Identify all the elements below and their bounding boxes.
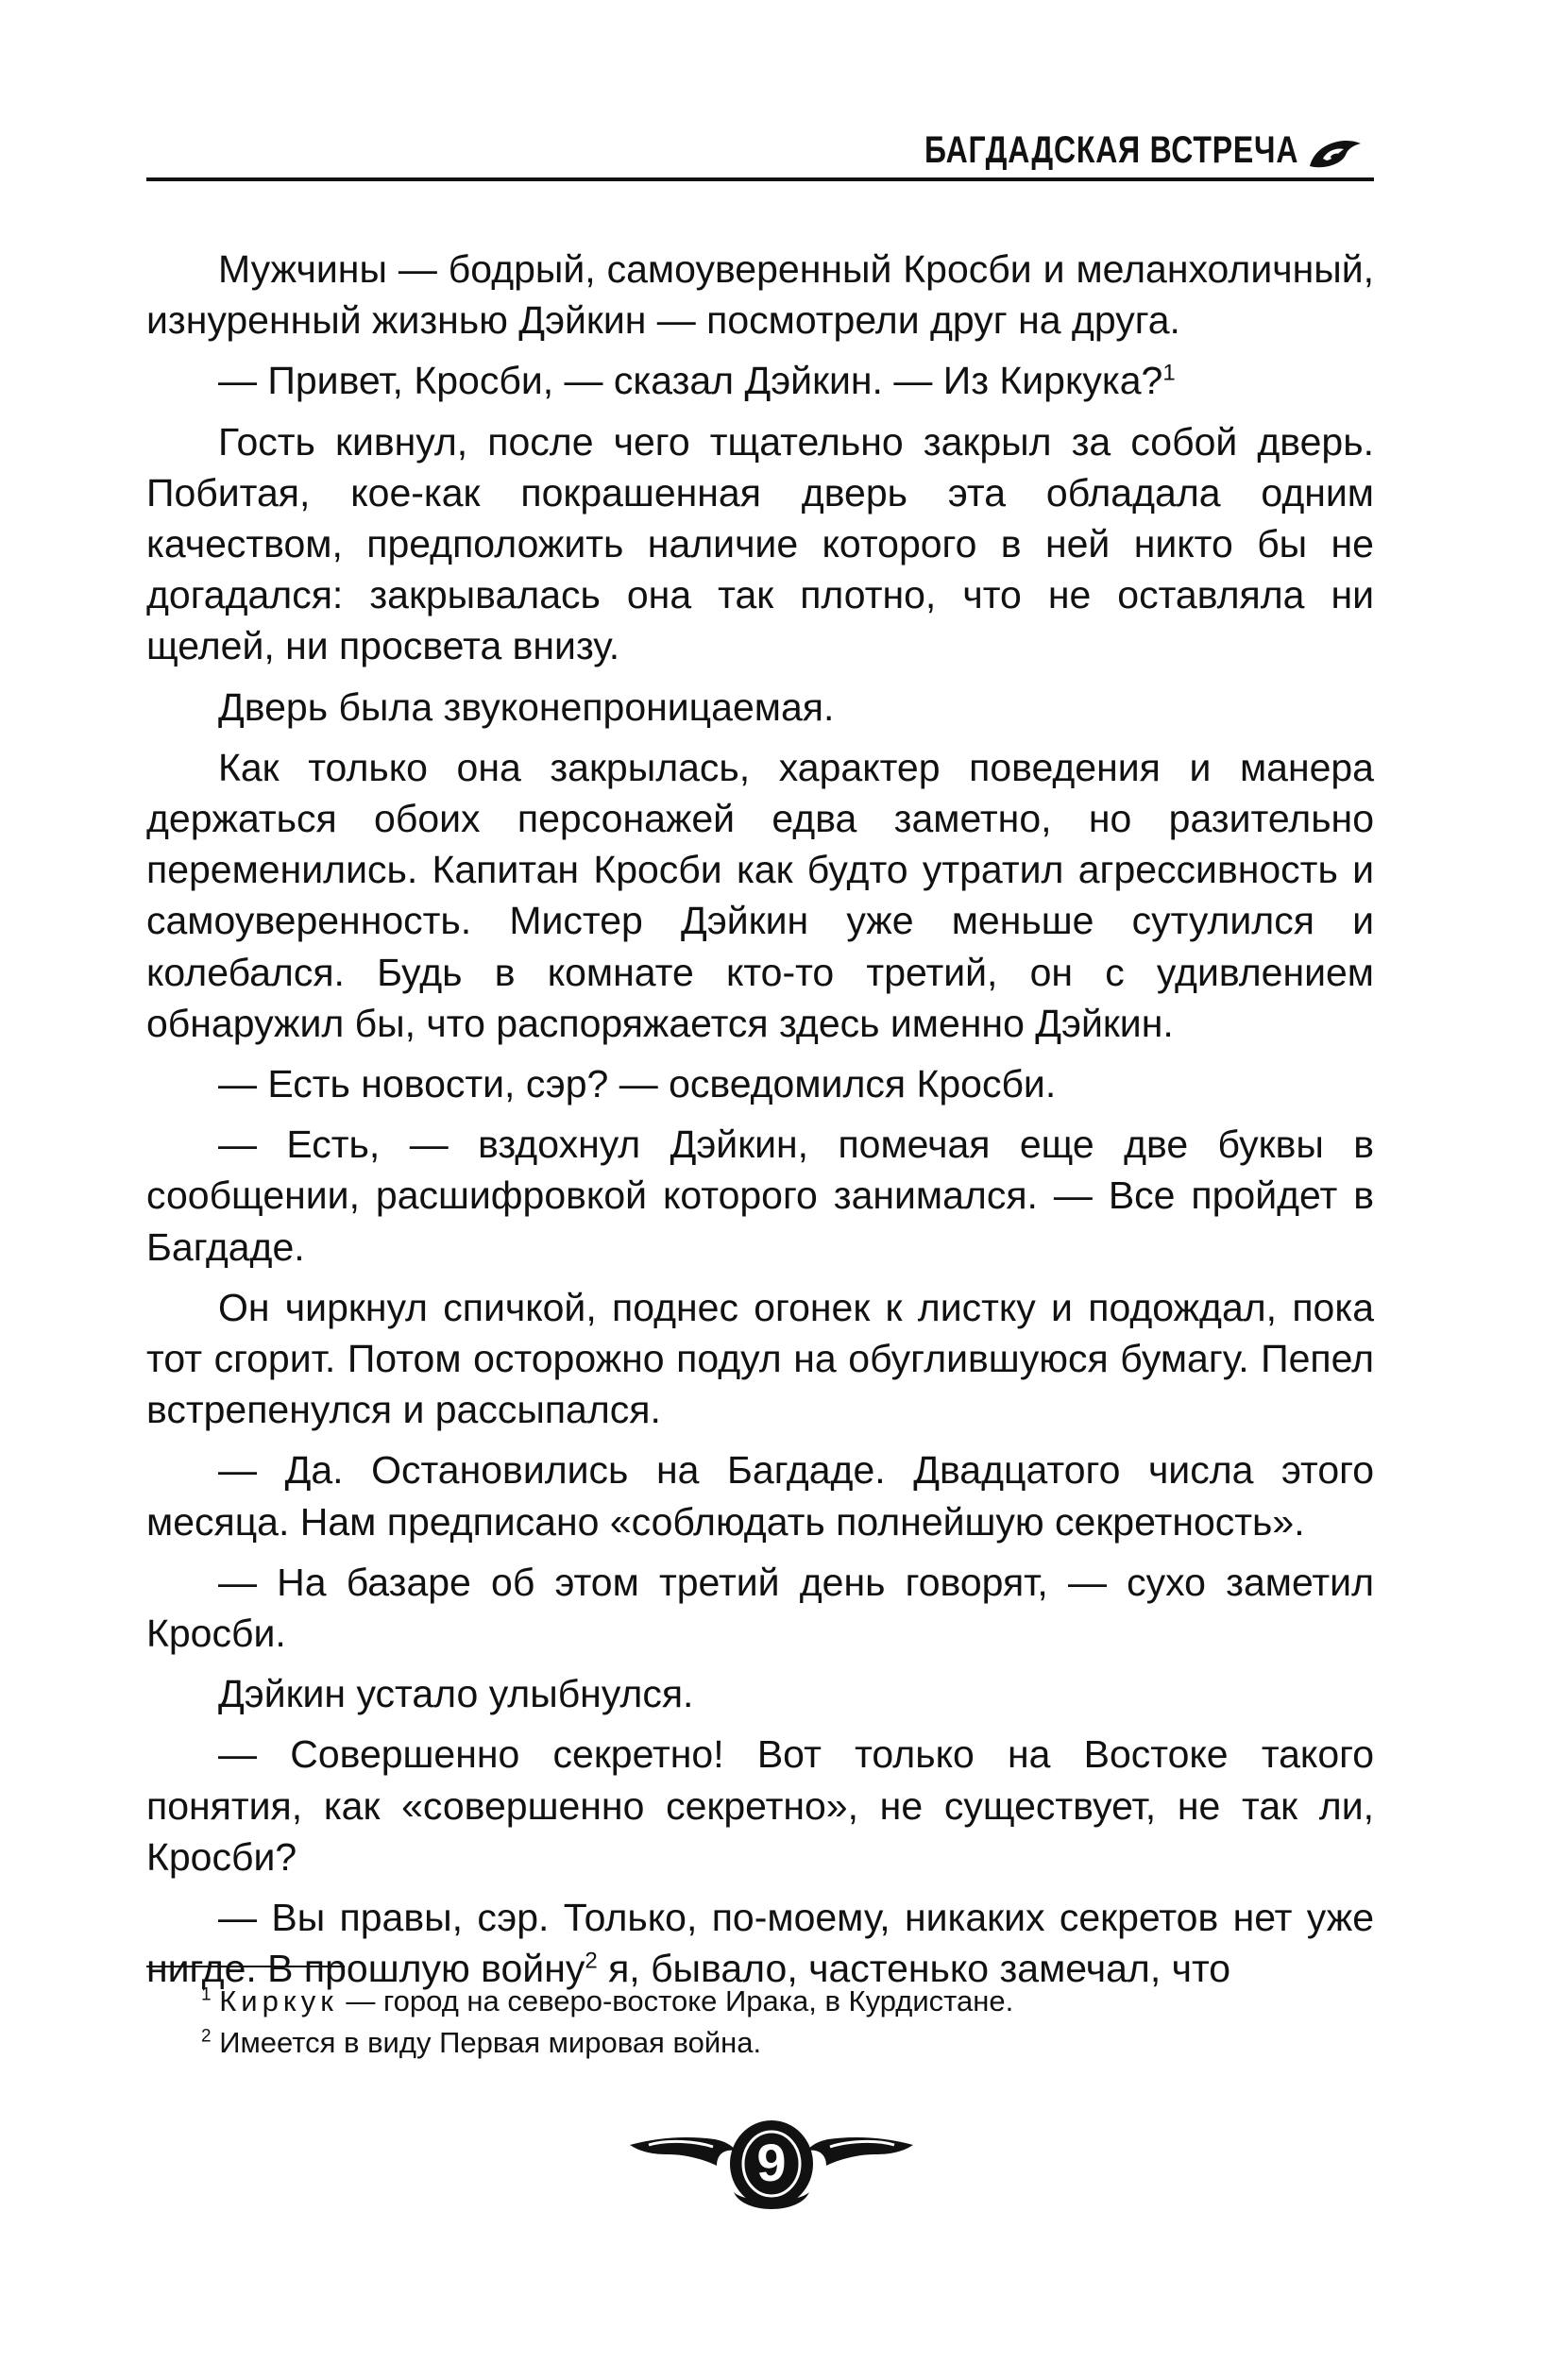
paragraph bbox=[146, 1668, 1374, 1719]
footnote-term: Киркук bbox=[219, 1984, 338, 2017]
paragraph-text: Мужчины — бодрый, самоуверенный Кросби и меланхоличный, изнуренный жизнью Дэйкин — посмотрели друг на друга. bbox=[146, 247, 1374, 343]
footnote-rule bbox=[146, 1966, 345, 1967]
paragraph bbox=[146, 1729, 1374, 1882]
running-header bbox=[146, 121, 1374, 181]
paragraph-text: Дэйкин устало улыбнулся. bbox=[218, 1672, 694, 1716]
paragraph-text: — Совершенно секретно! Вот только на Востоке такого понятия, как «совершенно секретно», не существует, не так ли, Кросби? bbox=[146, 1732, 1374, 1879]
footnote-reference[interactable]: 1 bbox=[1162, 360, 1176, 386]
paragraph bbox=[146, 1282, 1374, 1436]
footnote-text: Имеется в виду Первая мировая война. bbox=[219, 2026, 762, 2059]
paragraph bbox=[146, 742, 1374, 1049]
paragraph bbox=[146, 1058, 1374, 1109]
paragraph bbox=[146, 1444, 1374, 1546]
paragraph-text: я, бывало, частенько замечал, что bbox=[597, 1947, 1231, 1991]
paragraph bbox=[146, 355, 1374, 406]
footnote-mark: 1 bbox=[201, 1984, 212, 2005]
paragraph bbox=[146, 244, 1374, 346]
swirl-emblem-icon bbox=[1306, 134, 1365, 172]
page-number: 9 bbox=[756, 2133, 787, 2192]
paragraph bbox=[146, 682, 1374, 733]
paragraph-text: — Вы правы, сэр. Только, по-моему, никаких секретов нет уже нигде. В прошлую войну bbox=[146, 1896, 1374, 1991]
paragraph-text: — Да. Остановились на Багдаде. Двадцатого числа этого месяца. Нам предписано «соблюдать полнейшую секретность». bbox=[146, 1448, 1374, 1544]
paragraph-text: Гость кивнул, после чего тщательно закрыл за собой дверь. Побитая, кое-как покрашенная дверь эта обладала одним качеством, предположить наличие которого в ней никто бы не догадался: закрывалась она так плотно, что не оставляла ни щелей, ни просвета внизу. bbox=[146, 419, 1374, 668]
paragraph-text: — На базаре об этом третий день говорят, — сухо заметил Кросби. bbox=[146, 1560, 1374, 1656]
page-number-ornament bbox=[630, 2117, 913, 2220]
paragraph bbox=[146, 416, 1374, 672]
paragraph-text: Как только она закрылась, характер поведения и манера держаться обоих персонажей едва заметно, но разительно переменились. Капитан Кросби как будто утратил агрессивность и самоуверенность. Мистер Дэйкин уже меньше сутулился и колебался. Будь в комнате кто-то третий, он с удивлением обнаружил бы, что распоряжается здесь именно Дэйкин. bbox=[146, 745, 1374, 1045]
footnote-reference[interactable]: 2 bbox=[585, 1948, 598, 1974]
paragraph-text: — Есть новости, сэр? — осведомился Кросби. bbox=[218, 1062, 1057, 1106]
footnote-mark: 2 bbox=[201, 2026, 212, 2047]
paragraph-text: Дверь была звуконепроницаемая. bbox=[218, 684, 835, 729]
paragraph bbox=[146, 1557, 1374, 1659]
footnote bbox=[146, 2022, 1374, 2064]
footnotes bbox=[146, 1981, 1374, 2064]
paragraph-text: Он чиркнул спичкой, поднес огонек к листку и подождал, пока тот сгорит. Потом осторожно подул на обуглившуюся бумагу. Пепел встрепенулся и рассыпался. bbox=[146, 1285, 1374, 1432]
paragraph-text: — Есть, — вздохнул Дэйкин, помечая еще две буквы в сообщении, расшифровкой которого занимался. — Все пройдет в Багдаде. bbox=[146, 1122, 1374, 1269]
paragraph bbox=[146, 1892, 1374, 1994]
footnote-text: — город на северо-востоке Ирака, в Курдистане. bbox=[337, 1984, 1014, 2017]
footnote bbox=[146, 1981, 1374, 2022]
running-header-title: БАГДАДСКАЯ ВСТРЕЧА bbox=[924, 129, 1298, 171]
body-text bbox=[146, 244, 1374, 2004]
paragraph-text: — Привет, Кросби, — сказал Дэйкин. — Из Киркука? bbox=[218, 359, 1163, 403]
paragraph bbox=[146, 1119, 1374, 1273]
